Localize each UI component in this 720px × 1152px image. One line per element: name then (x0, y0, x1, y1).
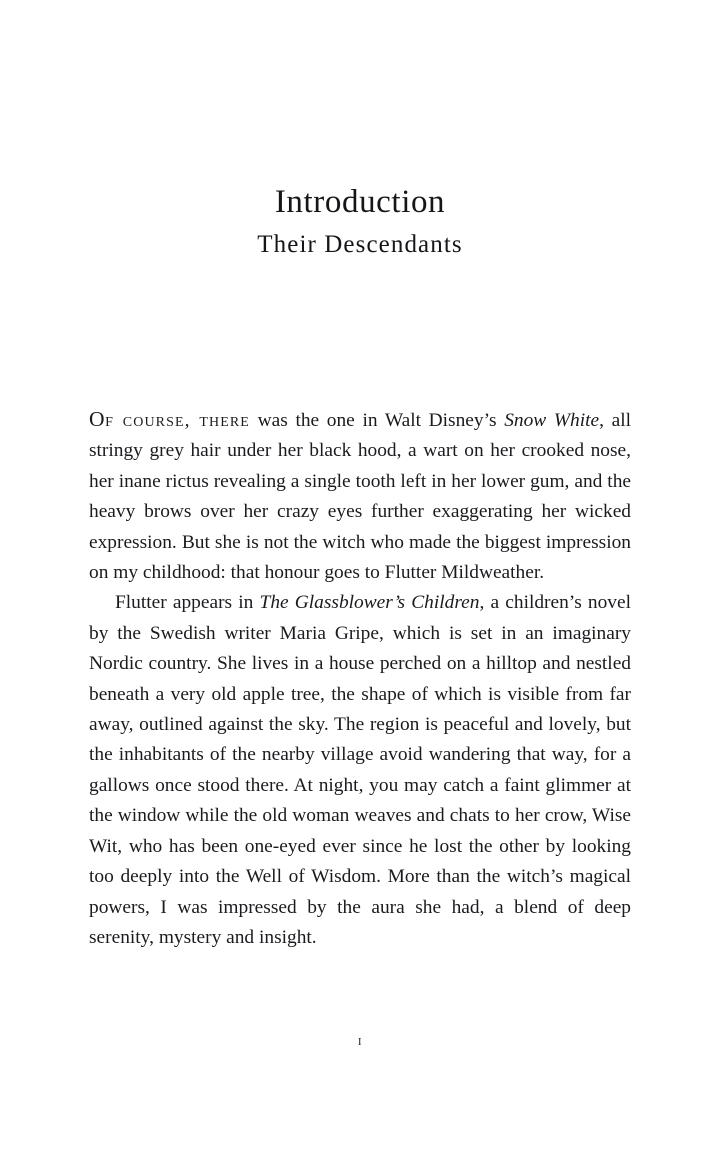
opening-initial: O (89, 407, 106, 431)
paragraph-first-post-italic: , all stringy grey hair under her black hood, a wart on her crooked nose, her inane rictus revealing a single tooth left in her lower gum, and the heavy brows over her crazy eyes further exaggerating her wicked expression. But she is not the witch who made the biggest impression on my childhood: that honour goes to Flutter Mildweather. (89, 410, 632, 584)
body-text-block (89, 404, 631, 953)
paragraph-first (89, 404, 631, 588)
paragraph-first-pre-italic: was the one in Walt Disney’s (249, 410, 505, 431)
paragraph-second-post-italic: , a children’s novel by the Swedish writer Maria Gripe, which is set in an imaginary Nordic country. She lives in a house perched on a hilltop and nestled beneath a very old apple tree, the shape of which is visible from far away, outlined against the sky. The region is peaceful and lovely, but the inhabitants of the nearby village avoid wandering that way, for a gallows once stood there. At night, you may catch a faint glimmer at the window while the old woman weaves and chats to her crow, Wise Wit, who has been one-eyed ever since he lost the other by looking too deeply into the Well of Wisdom. More than the witch’s magical powers, I was impressed by the aura she had, a blend of deep serenity, mystery and insight. (89, 592, 631, 948)
page-number: i (357, 1033, 363, 1049)
paragraph-second (89, 588, 631, 953)
chapter-heading-block (89, 182, 631, 262)
opening-small-caps-rest: f course, there (105, 410, 250, 431)
work-title-glassblowers-children: The Glassblower’s Children (259, 592, 480, 614)
paragraph-second-pre-italic: Flutter appears in (115, 592, 260, 614)
opening-small-caps (89, 407, 250, 431)
page-title: Introduction (274, 184, 446, 220)
work-title-snow-white: Snow White (504, 410, 600, 431)
page-subtitle: Their Descendants (257, 231, 463, 258)
